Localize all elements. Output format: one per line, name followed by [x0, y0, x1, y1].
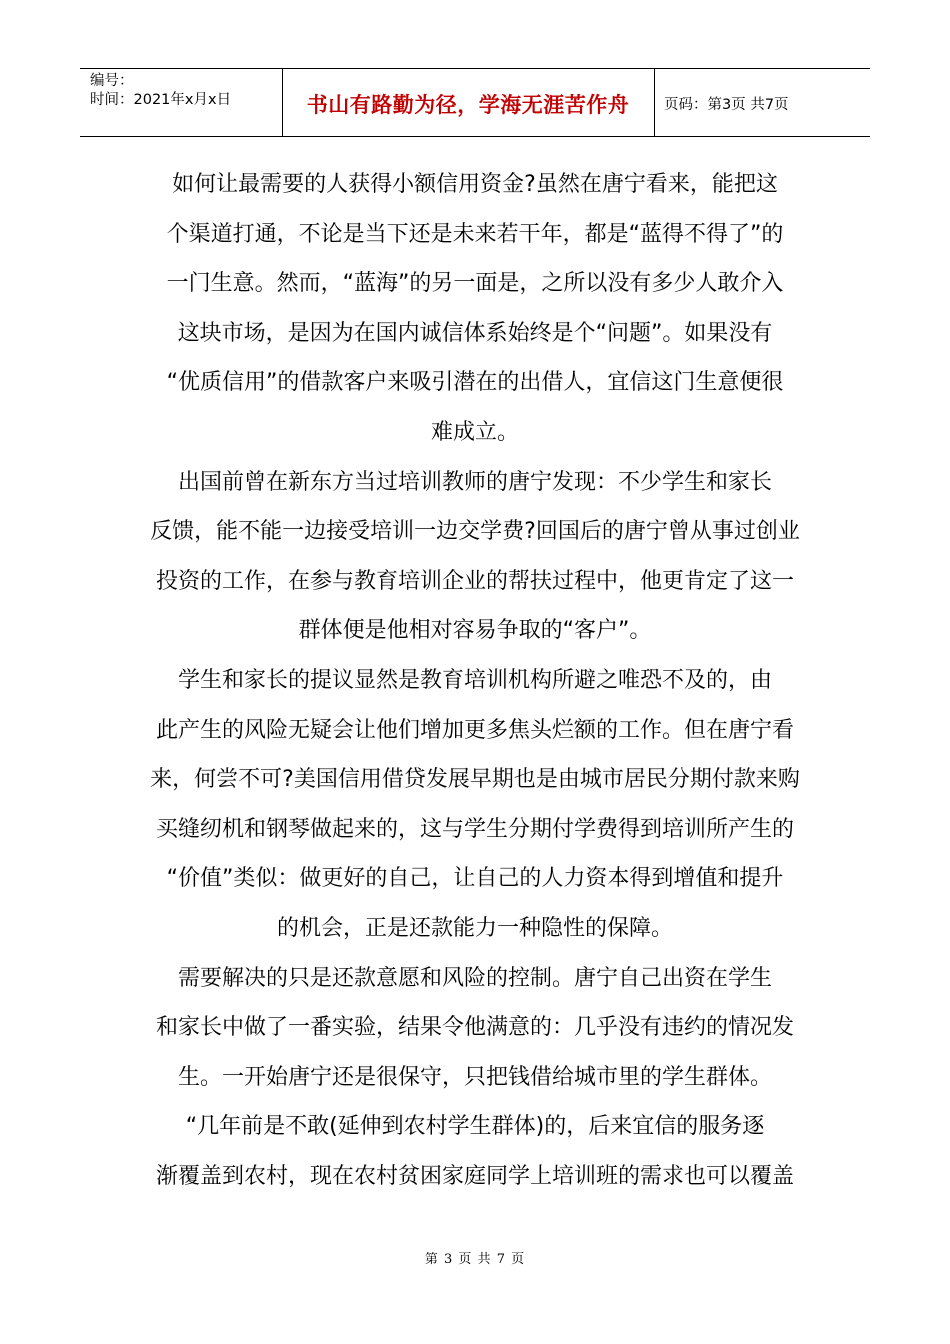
text-line: 投资的工作，在参与教育培训企业的帮扶过程中，他更肯定了这一 [155, 568, 794, 594]
paragraph [140, 458, 810, 656]
header-page-info: 页码：第3页 共7页 [664, 97, 789, 113]
text-line: “价值”类似：做更好的自己，让自己的人力资本得到增值和提升 [166, 866, 784, 892]
text-line: 生。一开始唐宁还是很保守，只把钱借给城市里的学生群体。 [177, 1064, 772, 1090]
header-motto: 书山有路勤为径，学海无涯苦作舟 [306, 92, 630, 117]
text-line: 如何让最需要的人获得小额信用资金?虽然在唐宁看来，能把这 [172, 172, 778, 197]
date-label: 时间：2021年x月x日 [90, 92, 232, 108]
paragraph [140, 1102, 810, 1201]
paragraph [140, 656, 810, 954]
text-line: 的机会，正是还款能力一种隐性的保障。 [276, 915, 673, 941]
text-line: 难成立。 [430, 419, 519, 445]
text-line: “优质信用”的借款客户来吸引潜在的出借人，宜信这门生意便很 [166, 370, 784, 396]
serial-number-label: 编号： [90, 73, 134, 89]
text-line: 学生和家长的提议显然是教育培训机构所避之唯恐不及的，由 [177, 667, 772, 693]
text-line: 一门生意。然而，“蓝海”的另一面是，之所以没有多少人敢介入 [166, 271, 784, 297]
text-line: 需要解决的只是还款意愿和风险的控制。唐宁自己出资在学生 [177, 965, 772, 991]
text-line: “几年前是不敢(延伸到农村学生群体)的，后来宜信的服务逐 [185, 1114, 765, 1140]
header-divider-right [654, 69, 655, 136]
document-body [140, 160, 810, 1201]
text-line: 买缝纫机和钢琴做起来的，这与学生分期付学费得到培训所产生的 [155, 816, 794, 842]
paragraph [140, 160, 810, 458]
page-header [80, 68, 870, 137]
header-meta [90, 72, 231, 110]
text-line: 个渠道打通，不论是当下还是未来若干年，都是“蓝得不得了”的 [166, 221, 784, 247]
text-line: 和家长中做了一番实验，结果令他满意的：几乎没有违约的情况发 [155, 1015, 794, 1041]
text-line: 反馈，能不能一边接受培训一边交学费?回国后的唐宁曾从事过创业 [150, 519, 800, 545]
paragraph [140, 954, 810, 1103]
text-line: 此产生的风险无疑会让他们增加更多焦头烂额的工作。但在唐宁看 [155, 717, 794, 743]
text-line: 来，何尝不可?美国信用借贷发展早期也是由城市居民分期付款来购 [150, 767, 800, 793]
text-line: 出国前曾在新东方当过培训教师的唐宁发现：不少学生和家长 [177, 469, 772, 495]
text-line: 群体便是他相对容易争取的“客户”。 [298, 618, 652, 644]
text-line: 渐覆盖到农村，现在农村贫困家庭同学上培训班的需求也可以覆盖 [155, 1163, 794, 1189]
page-footer: 第 3 页 共 7 页 [424, 1252, 526, 1267]
text-line: 这块市场，是因为在国内诚信体系始终是个“问题”。如果没有 [177, 320, 773, 346]
